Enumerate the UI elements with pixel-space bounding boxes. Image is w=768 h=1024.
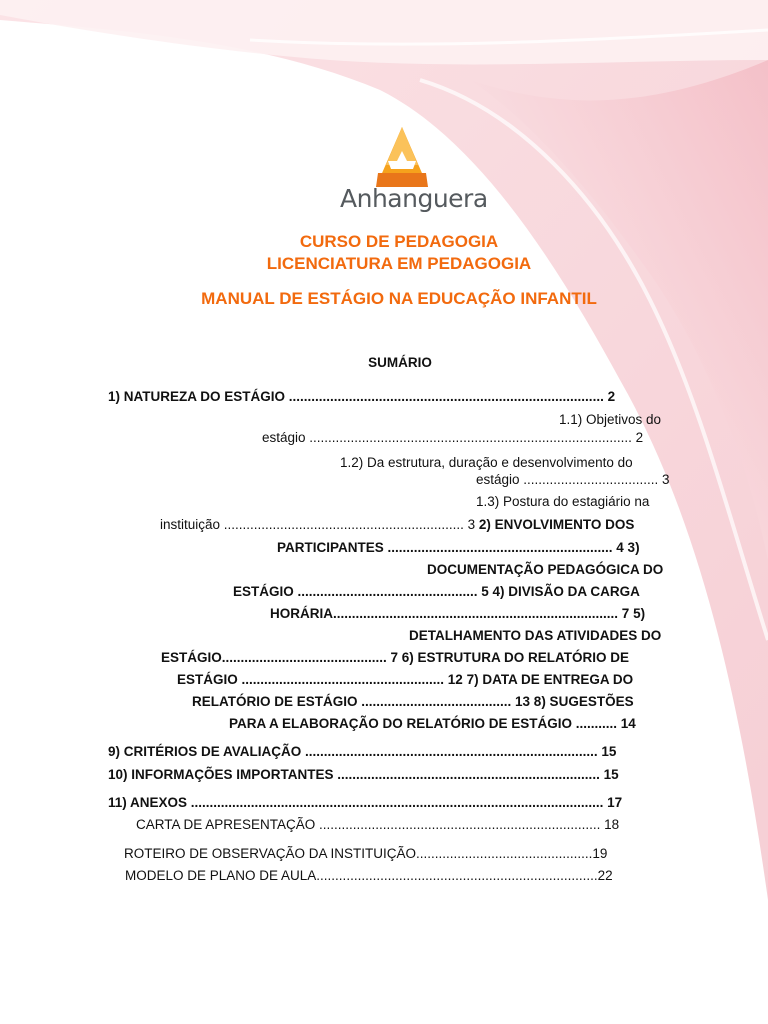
toc-item-1-1-page: estágio ...................................................................................... 2 bbox=[262, 430, 644, 445]
toc-annex-lesson-plan: MODELO DE PLANO DE AULA...........................................................................22 bbox=[125, 868, 613, 883]
toc-item-9: 9) CRITÉRIOS DE AVALIAÇÃO .............................................................................. 15 bbox=[108, 744, 617, 759]
toc-item-2-end: PARTICIPANTES ............................................................ 4 3) bbox=[277, 540, 640, 555]
toc-item-5-start: DETALHAMENTO DAS ATIVIDADES DO bbox=[409, 628, 662, 643]
toc-item-1-3-label: 1.3) Postura do estagiário na bbox=[476, 494, 650, 509]
manual-title: MANUAL DE ESTÁGIO NA EDUCAÇÃO INFANTIL bbox=[201, 289, 597, 308]
course-title: CURSO DE PEDAGOGIA bbox=[299, 232, 499, 251]
toc-item-1-3-page bbox=[160, 517, 634, 532]
toc-item-6-end: ESTÁGIO ...................................................... 12 7) DATA DE ENTREGA DO bbox=[177, 672, 634, 687]
brand-name: Anhanguera bbox=[340, 184, 488, 213]
toc-item-8-end: PARA A ELABORAÇÃO DO RELATÓRIO DE ESTÁGIO ........... 14 bbox=[229, 716, 636, 731]
toc-item-7-end: RELATÓRIO DE ESTÁGIO ........................................ 13 8) SUGESTÕES bbox=[192, 694, 634, 709]
toc-item-1-2-label: 1.2) Da estrutura, duração e desenvolvimento do bbox=[340, 455, 633, 470]
toc-item-10: 10) INFORMAÇÕES IMPORTANTES ...................................................................... 15 bbox=[108, 767, 619, 782]
toc-item-11: 11) ANEXOS .............................................................................................................. 17 bbox=[108, 795, 623, 810]
toc-item-5-end: ESTÁGIO............................................ 7 6) ESTRUTURA DO RELATÓRIO DE bbox=[161, 650, 630, 665]
toc-annex-observation-script: ROTEIRO DE OBSERVAÇÃO DA INSTITUIÇÃO...............................................19 bbox=[124, 846, 608, 861]
toc-item-3-start: DOCUMENTAÇÃO PEDAGÓGICA DO bbox=[427, 562, 664, 577]
toc-item-1-3-text: instituição ................................................................ 3 bbox=[160, 517, 476, 532]
toc-item-1: 1) NATUREZA DO ESTÁGIO .................................................................................... 2 bbox=[108, 389, 616, 404]
toc-item-2-start: 2) ENVOLVIMENTO DOS bbox=[478, 517, 635, 532]
triangle-logo-icon bbox=[338, 125, 462, 187]
degree-title: LICENCIATURA EM PEDAGOGIA bbox=[266, 254, 532, 273]
toc-item-1-1-label: 1.1) Objetivos do bbox=[559, 412, 662, 427]
toc-annex-cover-letter: CARTA DE APRESENTAÇÃO ........................................................................... 18 bbox=[136, 817, 620, 832]
toc-item-3-end: ESTÁGIO ................................................ 5 4) DIVISÃO DA CARGA bbox=[233, 584, 640, 599]
toc-item-1-2-page: estágio .................................... 3 bbox=[476, 472, 670, 487]
summary-heading: SUMÁRIO bbox=[368, 355, 432, 370]
toc-item-4-end: HORÁRIA............................................................................ 7 5) bbox=[270, 606, 646, 621]
